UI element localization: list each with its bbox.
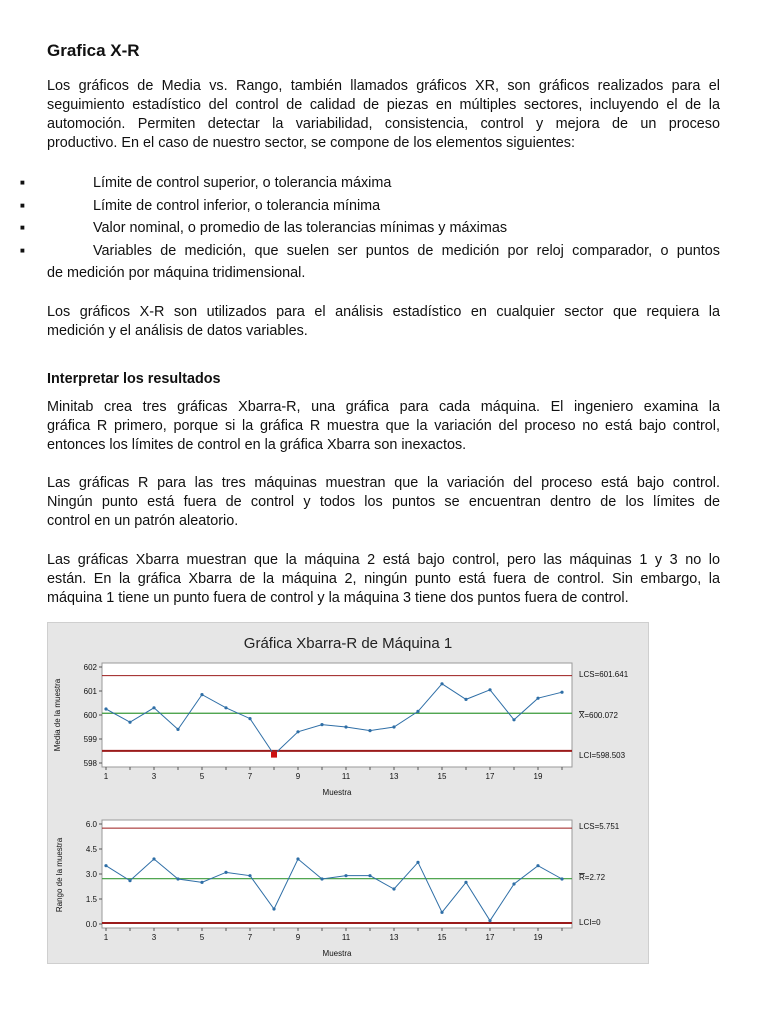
section-heading: Interpretar los resultados — [47, 371, 221, 387]
list-item — [0, 172, 720, 195]
xbar-point — [488, 688, 491, 691]
range-point — [368, 874, 371, 877]
range-xtick-label: 5 — [199, 933, 205, 942]
range-point — [488, 919, 491, 922]
intro-line: automoción. Permiten detectar la variabilidad, consistencia, control y mejora de un proceso — [47, 116, 720, 132]
paragraph-line: Los gráficos X-R son utilizados para el análisis estadístico en cualquier sector que requiera la — [47, 304, 720, 320]
intro-line: productivo. En el caso de nuestro sector, se compone de los elementos siguientes: — [47, 135, 575, 151]
paragraph-line: máquina 1 tiene un punto fuera de control y la máquina 3 tiene dos puntos fuera de control. — [47, 590, 629, 606]
range-point — [224, 871, 227, 874]
paragraph-line: Las gráficas Xbarra muestran que la máquina 2 está bajo control, pero las máquinas 1 y 3 no lo — [47, 552, 720, 568]
range-point — [560, 877, 563, 880]
range-xtick-label: 11 — [341, 933, 351, 942]
range-center-label: R=2.72 — [579, 873, 606, 882]
bullet-icon: ■ — [20, 223, 25, 233]
xbar-point — [248, 717, 251, 720]
list-item — [0, 217, 720, 240]
xbar-point — [392, 725, 395, 728]
list-item-text: Límite de control inferior, o tolerancia mínima — [93, 197, 381, 214]
list-item-text: Variables de medición, que suelen ser puntos de medición por reloj comparador, o puntos — [93, 242, 720, 259]
document-title: Grafica X-R — [47, 41, 140, 60]
list-item-text: Límite de control superior, o tolerancia máxima — [93, 175, 392, 191]
intro-line: Los gráficos de Media vs. Rango, también llamados gráficos XR, son gráficos realizados para el — [47, 78, 720, 94]
paragraph-line: medición y el análisis de datos variables. — [47, 323, 308, 339]
range-point — [464, 881, 467, 884]
range-lcl-label: LCI=0 — [579, 918, 601, 927]
range-xtick-label: 17 — [485, 933, 495, 942]
bullet-icon: ■ — [20, 178, 25, 187]
range-ytick-label: 4.5 — [85, 845, 97, 854]
xbar-point — [224, 706, 227, 709]
range-point — [536, 864, 539, 867]
xbar-xlabel: Muestra — [322, 788, 352, 797]
xbar-ytick-label: 599 — [83, 735, 97, 744]
bullet-icon: ■ — [20, 200, 25, 210]
paragraph-xr-usage — [47, 303, 720, 341]
paragraph-minitab — [47, 398, 720, 455]
range-ytick-label: 0.0 — [85, 920, 97, 929]
range-ytick-label: 3.0 — [85, 870, 97, 879]
xbar-point — [368, 729, 371, 732]
xbar-point — [200, 693, 203, 696]
range-point — [128, 879, 131, 882]
paragraph-line: están. En la gráfica Xbarra de la máquina 2, ningún punto está fuera de control. Sin embargo, la — [47, 571, 720, 587]
range-point — [296, 857, 299, 860]
xbar-point — [104, 707, 107, 710]
range-xtick-label: 7 — [247, 933, 253, 942]
xbar-point — [344, 725, 347, 728]
xbar-xtick-label: 9 — [295, 772, 301, 781]
xbar-point — [152, 706, 155, 709]
paragraph-line: Las gráficas R para las tres máquinas muestran que la variación del proceso está bajo control. — [47, 475, 720, 491]
paragraph-r-charts — [47, 474, 720, 531]
range-point — [176, 877, 179, 880]
range-point — [320, 877, 323, 880]
range-point — [344, 874, 347, 877]
xbar-point — [320, 723, 323, 726]
xbar-point — [416, 710, 419, 713]
xbar-ytick-label: 601 — [83, 687, 97, 696]
range-point — [152, 857, 155, 860]
xbar-ytick-label: 600 — [83, 711, 97, 720]
xbar-ucl-label: LCS=601.641 — [579, 670, 629, 679]
xbar-xtick-label: 17 — [485, 772, 495, 781]
range-point — [392, 887, 395, 890]
list-item — [0, 195, 720, 218]
xbar-r-chart-figure — [47, 622, 649, 964]
range-point — [248, 874, 251, 877]
range-ytick-label: 6.0 — [85, 820, 97, 829]
xbar-point — [296, 730, 299, 733]
range-point — [440, 911, 443, 914]
xbar-xtick-label: 19 — [533, 772, 543, 781]
bullet-icon: ■ — [20, 245, 25, 255]
range-xtick-label: 19 — [533, 933, 543, 942]
elements-list — [0, 172, 720, 285]
xbar-xtick-label: 5 — [199, 772, 205, 781]
xbar-center-label: X=600.072 — [579, 711, 618, 720]
xbar-ylabel: Media de la muestra — [53, 678, 62, 752]
xbar-xtick-label: 13 — [389, 772, 399, 781]
xbar-point — [128, 721, 131, 724]
xbar-xtick-label: 3 — [151, 772, 157, 781]
paragraph-line: gráfica R primero, porque si la gráfica R muestra que la variación del proceso no está bajo control, — [47, 418, 720, 434]
range-ytick-label: 1.5 — [85, 895, 97, 904]
xbar-point — [464, 698, 467, 701]
xbar-ytick-label: 598 — [83, 759, 97, 768]
paragraph-line: entonces los límites de control en la gráfica Xbarra son inexactos. — [47, 437, 467, 453]
paragraph-line: Ningún punto está fuera de control y todos los puntos se encuentran dentro de los límites de — [47, 494, 720, 510]
xbar-xtick-label: 1 — [103, 772, 109, 781]
range-ucl-label: LCS=5.751 — [579, 822, 620, 831]
range-xtick-label: 3 — [151, 933, 157, 942]
paragraph-line: control en un patrón aleatorio. — [47, 513, 239, 529]
list-item — [0, 240, 720, 285]
range-xlabel: Muestra — [322, 949, 352, 958]
paragraph-xbar-charts — [47, 551, 720, 608]
xbar-r-chart — [48, 623, 648, 963]
xbar-point — [512, 718, 515, 721]
xbar-point — [536, 697, 539, 700]
xbar-point — [560, 691, 563, 694]
range-point — [416, 861, 419, 864]
paragraph-line: Minitab crea tres gráficas Xbarra-R, una gráfica para cada máquina. El ingeniero examina la — [47, 399, 720, 415]
xbar-lcl-label: LCI=598.503 — [579, 751, 626, 760]
intro-line: seguimiento estadístico del control de calidad de piezas en múltiples sectores, incluyendo el de la — [47, 97, 720, 113]
xbar-ytick-label: 602 — [83, 663, 97, 672]
range-xtick-label: 1 — [103, 933, 109, 942]
range-point — [512, 882, 515, 885]
list-item-text: Valor nominal, o promedio de las tolerancias mínimas y máximas — [93, 220, 508, 237]
xbar-xtick-label: 11 — [341, 772, 351, 781]
range-xtick-label: 13 — [389, 933, 399, 942]
range-point — [200, 881, 203, 884]
xbar-point — [440, 682, 443, 685]
xbar-point — [176, 728, 179, 731]
range-xtick-label: 15 — [437, 933, 447, 942]
xbar-point-out-of-control — [271, 752, 277, 758]
list-item-text-continued: de medición por máquina tridimensional. — [47, 265, 306, 282]
intro-paragraph — [47, 77, 720, 153]
xbar-panel — [53, 663, 629, 797]
chart-title: Gráfica Xbarra-R de Máquina 1 — [243, 635, 453, 652]
range-point — [272, 907, 275, 910]
range-ylabel: Rango de la muestra — [55, 837, 64, 913]
xbar-xtick-label: 7 — [247, 772, 253, 781]
xbar-xtick-label: 15 — [437, 772, 447, 781]
range-xtick-label: 9 — [295, 933, 301, 942]
range-point — [104, 864, 107, 867]
range-panel — [55, 820, 620, 958]
